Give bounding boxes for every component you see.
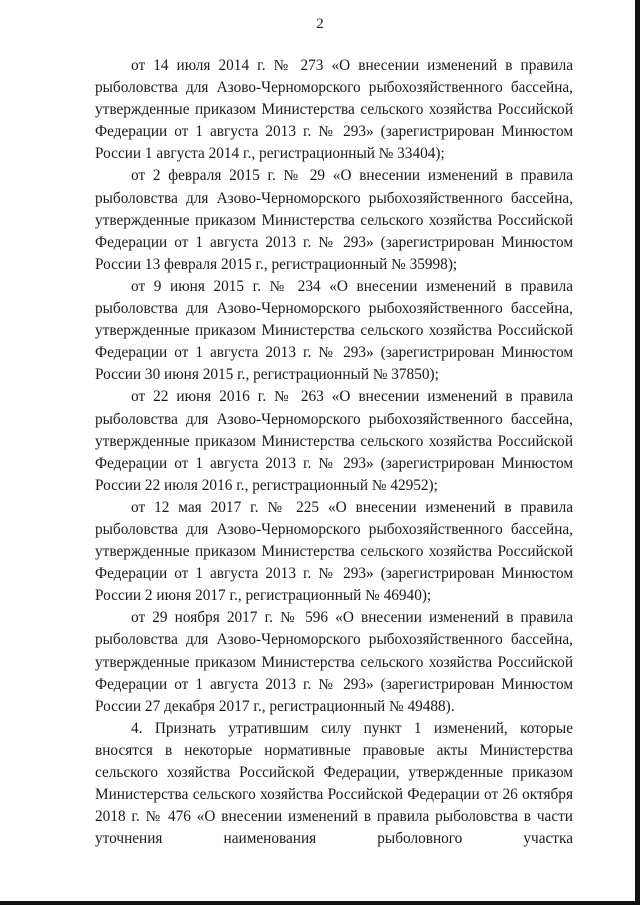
- paragraph-order-29: от 2 февраля 2015 г. № 29 «О внесении изменений в правила рыболовства для Азово-Черноморского рыбохозяйственного бассейна, утвержденные приказом Министерства сельского хозяйства Российской Федерации от 1 августа 2013 г. № 293» (зарегистрирован Минюстом России 13 февраля 2015 г., регистрационный № 35998);: [95, 167, 573, 273]
- paragraph-order-263: от 22 июня 2016 г. № 263 «О внесении изменений в правила рыболовства для Азово-Черноморского рыбохозяйственного бассейна, утвержденные приказом Министерства сельского хозяйства Российской Федерации от 1 августа 2013 г. № 293» (зарегистрирован Минюстом России 22 июля 2016 г., регистрационный № 42952);: [95, 388, 573, 494]
- page-number: 2: [316, 16, 324, 32]
- paragraph-order-234: от 9 июня 2015 г. № 234 «О внесении изменений в правила рыболовства для Азово-Черноморского рыбохозяйственного бассейна, утвержденные приказом Министерства сельского хозяйства Российской Федерации от 1 августа 2013 г. № 293» (зарегистрирован Минюстом России 30 июня 2015 г., регистрационный № 37850);: [95, 277, 573, 384]
- paragraph-item-4: 4. Признать утратившим силу пункт 1 изменений, которые вносятся в некоторые нормативные правовые акты Министерства сельского хозяйства Российской Федерации, утвержденные приказом Министерства сельского хозяйства Российской Федерации от 26 октября 2018 г. № 476 «О внесении изменений в правила рыболовства в части уточнения наименования рыболовного участка: [95, 719, 573, 848]
- paragraph-order-225: от 12 мая 2017 г. № 225 «О внесении изменений в правила рыболовства для Азово-Черноморского рыбохозяйственного бассейна, утвержденные приказом Министерства сельского хозяйства Российской Федерации от 1 августа 2013 г. № 293» (зарегистрирован Минюстом России 2 июня 2017 г., регистрационный № 46940);: [95, 498, 573, 605]
- paragraph-order-273: от 14 июля 2014 г. № 273 «О внесении изменений в правила рыболовства для Азово-Черноморского рыбохозяйственного бассейна, утвержденные приказом Министерства сельского хозяйства Российской Федерации от 1 августа 2013 г. № 293» (зарегистрирован Минюстом России 1 августа 2014 г., регистрационный № 33404);: [95, 57, 573, 163]
- paragraph-order-596: от 29 ноября 2017 г. № 596 «О внесении изменений в правила рыболовства для Азово-Черноморского рыбохозяйственного бассейна, утвержденные приказом Министерства сельского хозяйства Российской Федерации от 1 августа 2013 г. № 293» (зарегистрирован Минюстом России 27 декабря 2017 г., регистрационный № 49488).: [95, 609, 573, 715]
- document-body: [95, 55, 573, 850]
